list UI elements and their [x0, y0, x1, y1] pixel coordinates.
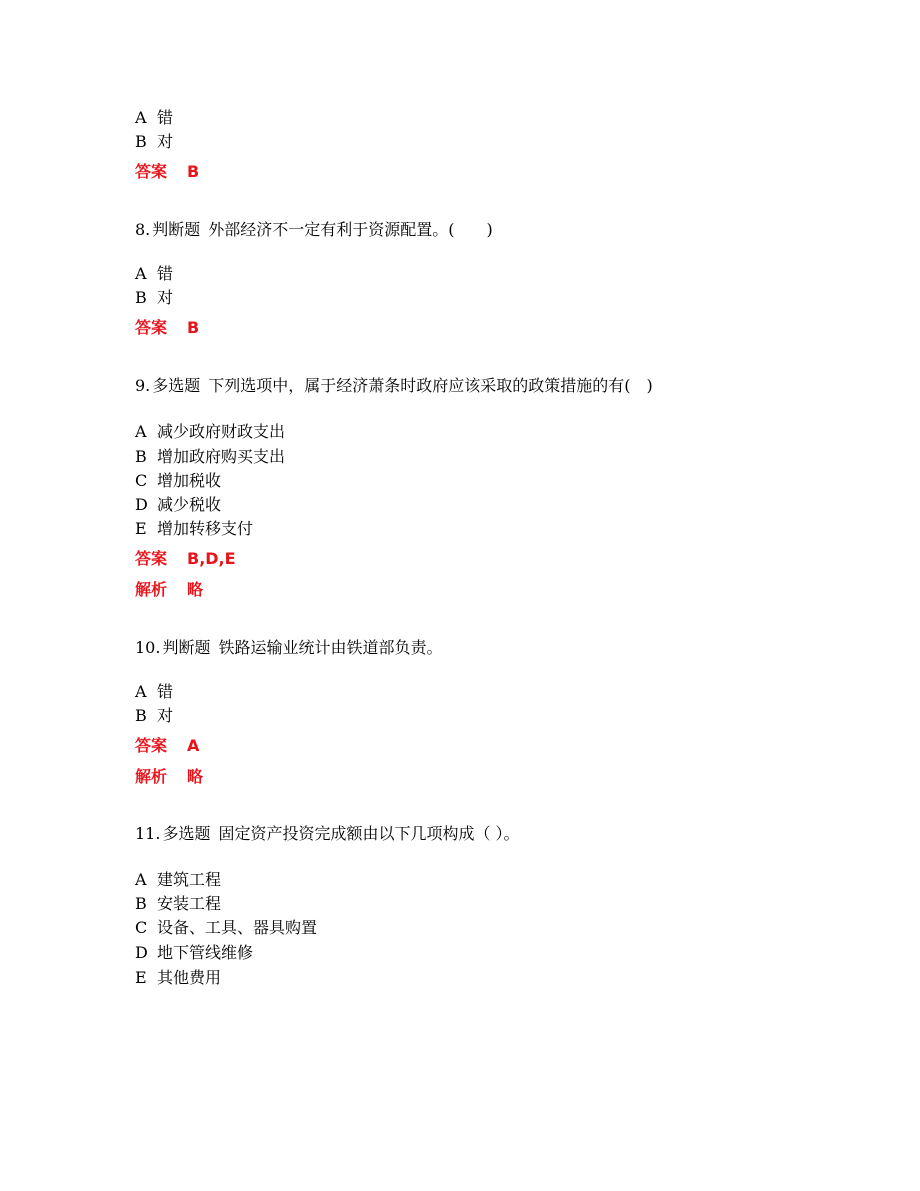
option-text: 错 [157, 264, 174, 283]
option-line [135, 447, 285, 467]
option-letter: D [135, 943, 148, 962]
option-text: 地下管线维修 [157, 943, 254, 962]
option-text: 错 [157, 108, 174, 127]
question-number: 9. [135, 376, 151, 395]
question-text: 下列选项中，属于经济萧条时政府应该采取的政策措施的有( ) [208, 376, 653, 395]
explanation-line [135, 580, 203, 600]
option-line [135, 968, 221, 988]
explanation-label: 解析 [135, 580, 168, 599]
option-letter: D [135, 495, 148, 514]
option-text: 对 [157, 706, 174, 725]
option-line [135, 519, 253, 539]
question-type: 多选题 [162, 824, 211, 843]
question-text: 铁路运输业统计由铁道部负责。 [218, 638, 443, 657]
option-letter: B [135, 447, 147, 466]
option-text: 增加政府购买支出 [157, 447, 286, 466]
answer-value: B,D,E [187, 549, 236, 568]
option-line [135, 682, 173, 702]
option-letter: A [135, 264, 147, 283]
answer-line [135, 736, 199, 756]
option-text: 对 [157, 132, 174, 151]
option-text: 设备、工具、器具购置 [157, 918, 318, 937]
option-line [135, 918, 317, 938]
answer-value: A [187, 736, 200, 755]
option-line [135, 108, 173, 128]
option-line [135, 495, 221, 515]
question-line [135, 376, 653, 396]
option-text: 错 [157, 682, 174, 701]
option-letter: B [135, 894, 147, 913]
explanation-line [135, 767, 203, 787]
answer-label: 答案 [135, 549, 168, 568]
option-letter: B [135, 288, 147, 307]
option-line [135, 870, 221, 890]
option-line [135, 894, 221, 914]
question-type: 多选题 [152, 376, 201, 395]
question-type: 判断题 [162, 638, 211, 657]
option-letter: B [135, 132, 147, 151]
option-line [135, 264, 173, 284]
answer-label: 答案 [135, 736, 168, 755]
question-type: 判断题 [152, 220, 201, 239]
option-text: 对 [157, 288, 174, 307]
option-letter: C [135, 471, 148, 490]
answer-label: 答案 [135, 318, 168, 337]
option-text: 增加税收 [157, 471, 222, 490]
question-number: 11. [135, 824, 161, 843]
option-line [135, 706, 173, 726]
question-number: 10. [135, 638, 161, 657]
option-text: 其他费用 [157, 968, 222, 987]
answer-line [135, 318, 199, 338]
question-text: 外部经济不一定有利于资源配置。( ) [208, 220, 493, 239]
option-line [135, 288, 173, 308]
option-letter: B [135, 706, 147, 725]
answer-line [135, 549, 236, 569]
answer-label: 答案 [135, 162, 168, 181]
option-line [135, 422, 285, 442]
option-letter: A [135, 108, 147, 127]
answer-value: B [187, 162, 200, 181]
question-line [135, 220, 493, 240]
question-text: 固定资产投资完成额由以下几项构成（ ）。 [218, 824, 520, 843]
option-line [135, 471, 221, 491]
option-text: 增加转移支付 [157, 519, 254, 538]
option-line [135, 132, 173, 152]
option-text: 减少政府财政支出 [157, 422, 286, 441]
option-letter: A [135, 870, 147, 889]
option-line [135, 943, 253, 963]
explanation-value: 略 [187, 767, 204, 786]
answer-value: B [187, 318, 200, 337]
option-letter: A [135, 682, 147, 701]
option-text: 建筑工程 [157, 870, 222, 889]
answer-line [135, 162, 199, 182]
question-line [135, 824, 520, 844]
option-letter: A [135, 422, 147, 441]
explanation-label: 解析 [135, 767, 168, 786]
option-letter: C [135, 918, 148, 937]
question-line [135, 638, 442, 658]
question-number: 8. [135, 220, 151, 239]
option-letter: E [135, 968, 147, 987]
explanation-value: 略 [187, 580, 204, 599]
option-text: 减少税收 [157, 495, 222, 514]
option-letter: E [135, 519, 147, 538]
option-text: 安装工程 [157, 894, 222, 913]
